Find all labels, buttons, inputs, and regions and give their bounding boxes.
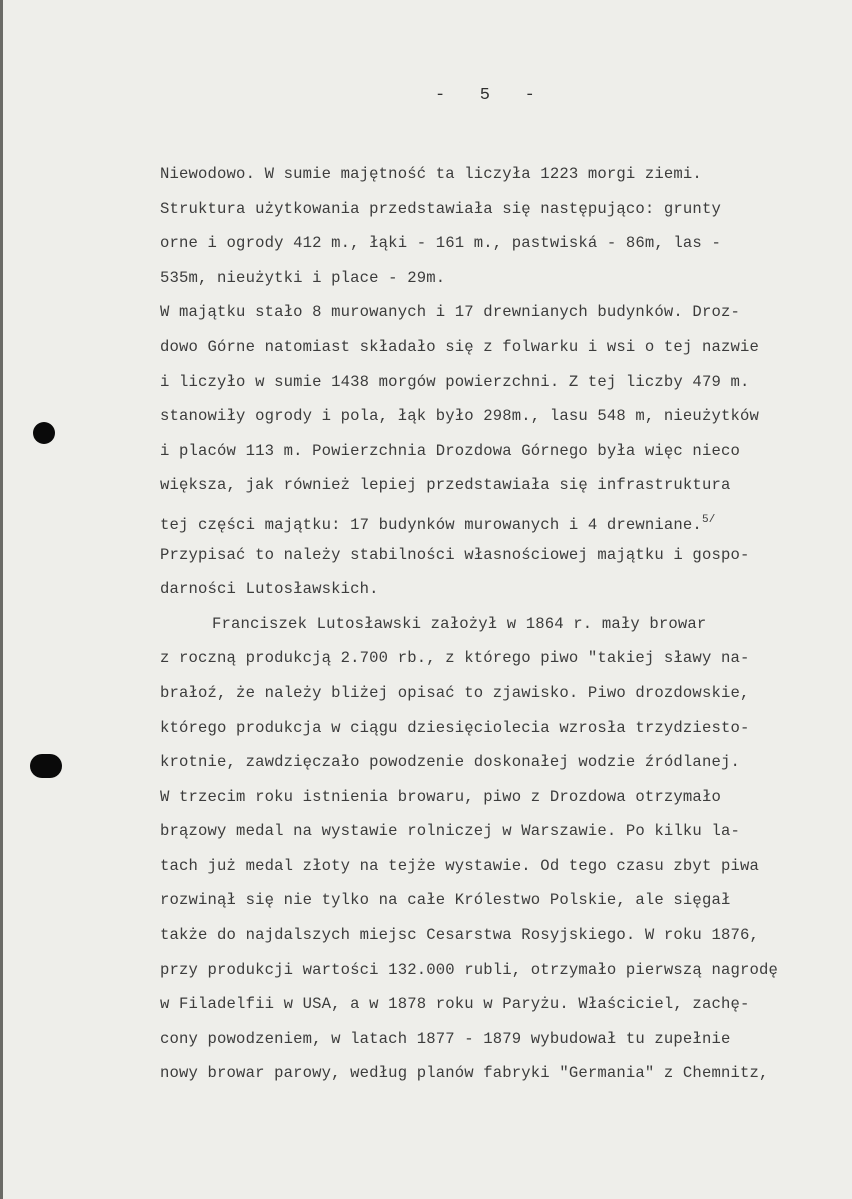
text-line: przy produkcji wartości 132.000 rubli, otrzymało pierwszą nagrodę [160,960,779,979]
text-line: nowy browar parowy, według planów fabryki "Germania" z Chemnitz, [160,1064,769,1083]
text-line: cony powodzeniem, w latach 1877 - 1879 wybudował tu zupełnie [160,1029,731,1048]
text-line: darności Lutosławskich. [160,580,379,599]
text-line: 535m, nieużytki i place - 29m. [160,268,446,287]
text-line: w Filadelfii w USA, a w 1878 roku w Paryżu. Właściciel, zachę- [160,995,750,1014]
page-number: - 5 - [435,86,536,105]
punch-hole-upper [33,422,55,444]
text-line: i liczyło w sumie 1438 morgów powierzchni. Z tej liczby 479 m. [160,372,750,391]
body-text [160,162,840,1096]
text-line: Niewodowo. W sumie majętność ta liczyła 1223 morgi ziemi. [160,165,702,183]
text-line-with-footnote [160,508,840,543]
text-line-content: tej części majątku: 17 budynków murowanych i 4 drewniane. [160,515,702,534]
text-line: krotnie, zawdzięczało powodzenie doskonałej wodzie źródlanej. [160,753,740,772]
text-line: Struktura użytkowania przedstawiała się następująco: grunty [160,199,721,218]
text-line: Przypisać to należy stabilności własnościowej majątku i gospo- [160,545,750,564]
text-line: którego produkcja w ciągu dziesięciolecia wzrosła trzydziesto- [160,718,750,737]
text-line: rozwinął się nie tylko na całe Królestwo Polskie, ale sięgał [160,891,731,910]
text-line: większa, jak również lepiej przedstawiała się infrastruktura [160,476,731,495]
text-line: tach już medal złoty na tejże wystawie. Od tego czasu zbyt piwa [160,856,759,875]
text-line: W trzecim roku istnienia browaru, piwo z Drozdowa otrzymało [160,787,721,806]
text-line: i placów 113 m. Powierzchnia Drozdowa Górnego była więc nieco [160,441,740,460]
footnote-marker: 5/ [701,513,716,526]
text-line: stanowiły ogrody i pola, łąk było 298m., lasu 548 m, nieużytków [160,407,759,426]
text-line: z roczną produkcją 2.700 rb., z którego piwo "takiej sławy na- [160,649,750,668]
page-edge-shadow [0,0,3,1199]
text-line: W majątku stało 8 murowanych i 17 drewnianych budynków. Droz- [160,303,740,322]
text-line: także do najdalszych miejsc Cesarstwa Rosyjskiego. W roku 1876, [160,926,759,945]
text-line: brałoź, że należy bliżej opisać to zjawisko. Piwo drozdowskie, [160,683,750,702]
text-line: brązowy medal na wystawie rolniczej w Warszawie. Po kilku la- [160,822,740,841]
paragraph-start-line: Franciszek Lutosławski założył w 1864 r. mały browar [212,614,707,633]
text-line: orne i ogrody 412 m., łąki - 161 m., pastwiská - 86m, las - [160,234,721,253]
text-line: dowo Górne natomiast składało się z folwarku i wsi o tej nazwie [160,337,759,356]
punch-hole-lower [30,754,62,778]
